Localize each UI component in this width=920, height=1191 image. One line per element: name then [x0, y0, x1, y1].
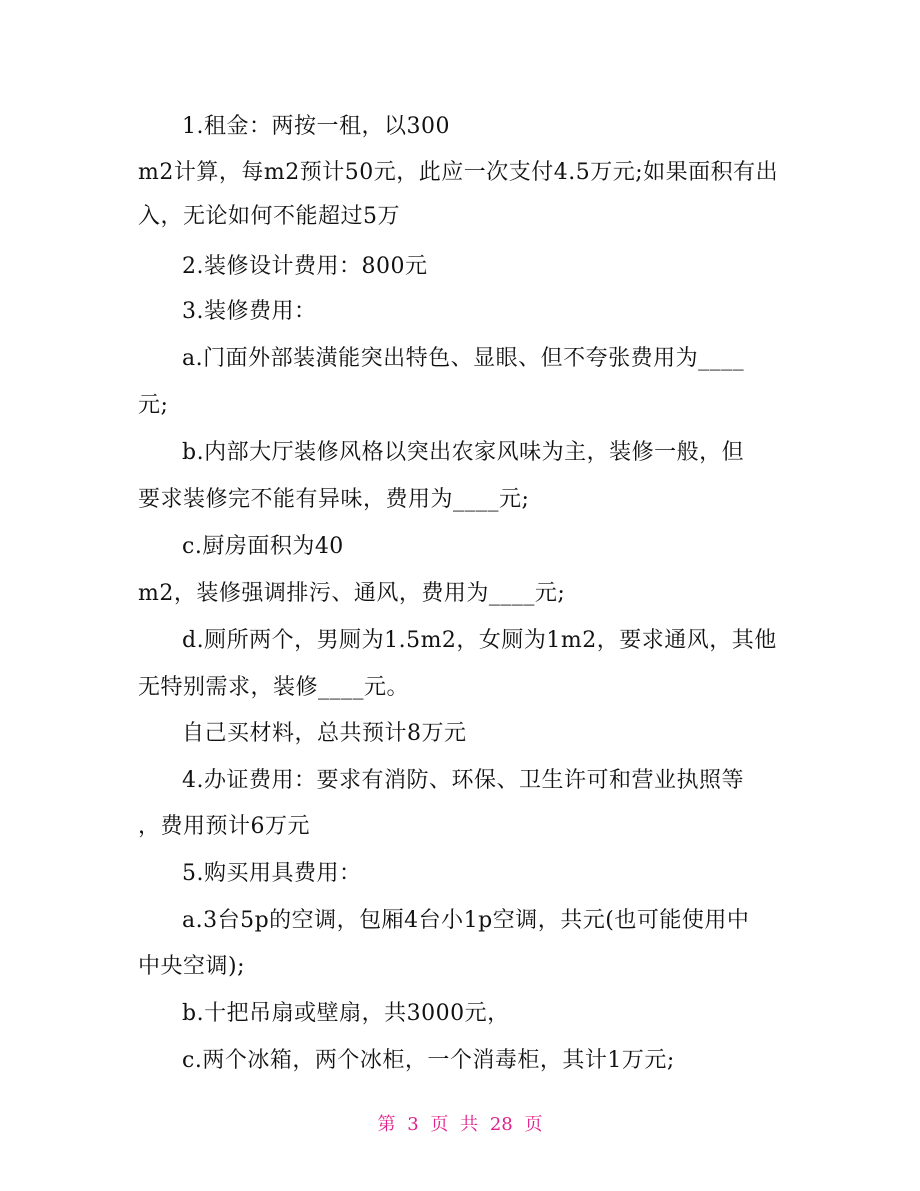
text-line: 元;: [138, 393, 169, 418]
text-line: m2计算，每m2预计50元，此应一次支付4.5万元;如果面积有出: [138, 160, 779, 185]
text-line: 无特别需求，装修____元。: [138, 675, 410, 700]
text-line: ，费用预计6万元: [138, 814, 310, 839]
text-line: 中央空调);: [138, 954, 245, 979]
text-line: 5.购买用具费用：: [182, 861, 362, 886]
text-line: a.3台5p的空调，包厢4台小1p空调，共元(也可能使用中: [182, 908, 750, 933]
text-line: b.十把吊扇或壁扇，共3000元，: [182, 1001, 510, 1026]
text-line: c.厨房面积为40: [182, 534, 344, 559]
text-line: 要求装修完不能有异味，费用为____元;: [138, 487, 530, 512]
text-line: a.门面外部装潢能突出特色、显眼、但不夸张费用为____: [182, 346, 745, 371]
text-line: 2.装修设计费用：800元: [182, 254, 428, 279]
text-line: 3.装修费用：: [182, 299, 317, 324]
text-line: m2，装修强调排污、通风，费用为____元;: [138, 581, 566, 606]
text-line: 自己买材料，总共预计8万元: [182, 721, 467, 746]
text-line: c.两个冰箱，两个冰柜，一个消毒柜，其计1万元;: [182, 1048, 675, 1073]
text-line: 1.租金：两按一租，以300: [182, 114, 450, 139]
text-line: d.厕所两个，男厕为1.5m2，女厕为1m2，要求通风，其他: [182, 628, 777, 653]
page-number-footer: 第 3 页 共 28 页: [377, 1114, 543, 1135]
text-line: 4.办证费用：要求有消防、环保、卫生许可和营业执照等: [182, 768, 744, 793]
text-line: 入，无论如何不能超过5万: [138, 204, 400, 229]
text-line: b.内部大厅装修风格以突出农家风味为主，装修一般，但: [182, 440, 745, 465]
